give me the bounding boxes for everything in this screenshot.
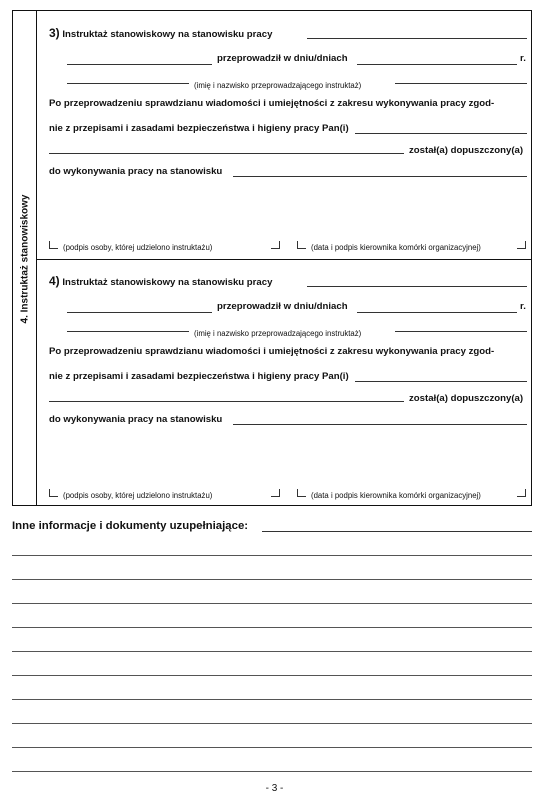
section-number: 4) (49, 274, 60, 288)
induction-section-3 (37, 11, 532, 259)
assessment-paragraph-line1: Po przeprowadzeniu sprawdzianu wiadomości i umiejętności z zakresu wykonywania pracy zgod- (49, 98, 495, 109)
other-info-line[interactable] (12, 723, 532, 724)
workstation-field[interactable] (233, 176, 527, 177)
section-number: 3) (49, 26, 60, 40)
instructor-caption: (imię i nazwisko przeprowadzającego instruktaż) (194, 81, 362, 90)
other-info-line[interactable] (12, 627, 532, 628)
side-column (13, 11, 37, 505)
other-info-line[interactable] (12, 579, 532, 580)
instructor-caption-line-right (395, 331, 527, 332)
section-title: Instruktaż stanowiskowy na stanowisku pracy (62, 29, 273, 40)
manager-corner-left (297, 241, 306, 249)
manager-corner-left (297, 489, 306, 497)
signature-corner-right (271, 241, 280, 249)
instructor-name-field[interactable] (67, 64, 212, 65)
other-info-line[interactable] (12, 771, 532, 772)
other-info-line[interactable] (12, 651, 532, 652)
assessment-paragraph-line2: nie z przepisami i zasadami bezpieczeństwa i higieny pracy Pan(i) (49, 123, 349, 134)
admitted-label: został(a) dopuszczony(a) (409, 145, 524, 156)
workstation-name-field[interactable] (307, 38, 527, 39)
manager-corner-right (517, 241, 526, 249)
section-title: Instruktaż stanowiskowy na stanowisku pracy (62, 277, 273, 288)
other-info-line[interactable] (12, 747, 532, 748)
year-suffix: r. (520, 301, 526, 312)
assessment-paragraph-line2: nie z przepisami i zasadami bezpieczeństwa i higieny pracy Pan(i) (49, 371, 349, 382)
page-number: - 3 - (265, 783, 284, 794)
induction-frame (12, 10, 532, 506)
employee-name-field-continued[interactable] (49, 153, 404, 154)
instructor-caption: (imię i nazwisko przeprowadzającego instruktaż) (194, 329, 362, 338)
conducted-label: przeprowadził w dniu/dniach (217, 301, 348, 312)
conducted-label: przeprowadził w dniu/dniach (217, 53, 348, 64)
signature-corner-right (271, 489, 280, 497)
date-field[interactable] (357, 312, 517, 313)
instructor-caption-line-left (67, 83, 189, 84)
date-field[interactable] (357, 64, 517, 65)
other-info-title: Inne informacje i dokumenty uzupełniające: (12, 520, 249, 532)
side-label: 4. Instruktaż stanowiskowy (19, 194, 31, 324)
manager-corner-right (517, 489, 526, 497)
assessment-paragraph-line1: Po przeprowadzeniu sprawdzianu wiadomości i umiejętności z zakresu wykonywania pracy zgod- (49, 346, 495, 357)
induction-section-4 (37, 259, 532, 507)
other-info-line[interactable] (12, 699, 532, 700)
signature-corner-left (49, 241, 58, 249)
employee-name-field[interactable] (355, 381, 527, 382)
workstation-field[interactable] (233, 424, 527, 425)
instructor-caption-line-left (67, 331, 189, 332)
other-info-line[interactable] (12, 603, 532, 604)
signature-corner-left (49, 489, 58, 497)
other-info-line[interactable] (12, 555, 532, 556)
other-info-line[interactable] (262, 531, 532, 532)
workstation-name-field[interactable] (307, 286, 527, 287)
instructor-name-field[interactable] (67, 312, 212, 313)
workstation-label: do wykonywania pracy na stanowisku (49, 414, 223, 425)
employee-signature-caption: (podpis osoby, której udzielono instruktażu) (63, 243, 213, 252)
manager-signature-caption: (data i podpis kierownika komórki organizacyjnej) (311, 491, 481, 500)
instructor-caption-line-right (395, 83, 527, 84)
workstation-label: do wykonywania pracy na stanowisku (49, 166, 223, 177)
year-suffix: r. (520, 53, 526, 64)
manager-signature-caption: (data i podpis kierownika komórki organizacyjnej) (311, 243, 481, 252)
other-info-line[interactable] (12, 675, 532, 676)
employee-signature-caption: (podpis osoby, której udzielono instruktażu) (63, 491, 213, 500)
admitted-label: został(a) dopuszczony(a) (409, 393, 524, 404)
employee-name-field[interactable] (355, 133, 527, 134)
employee-name-field-continued[interactable] (49, 401, 404, 402)
